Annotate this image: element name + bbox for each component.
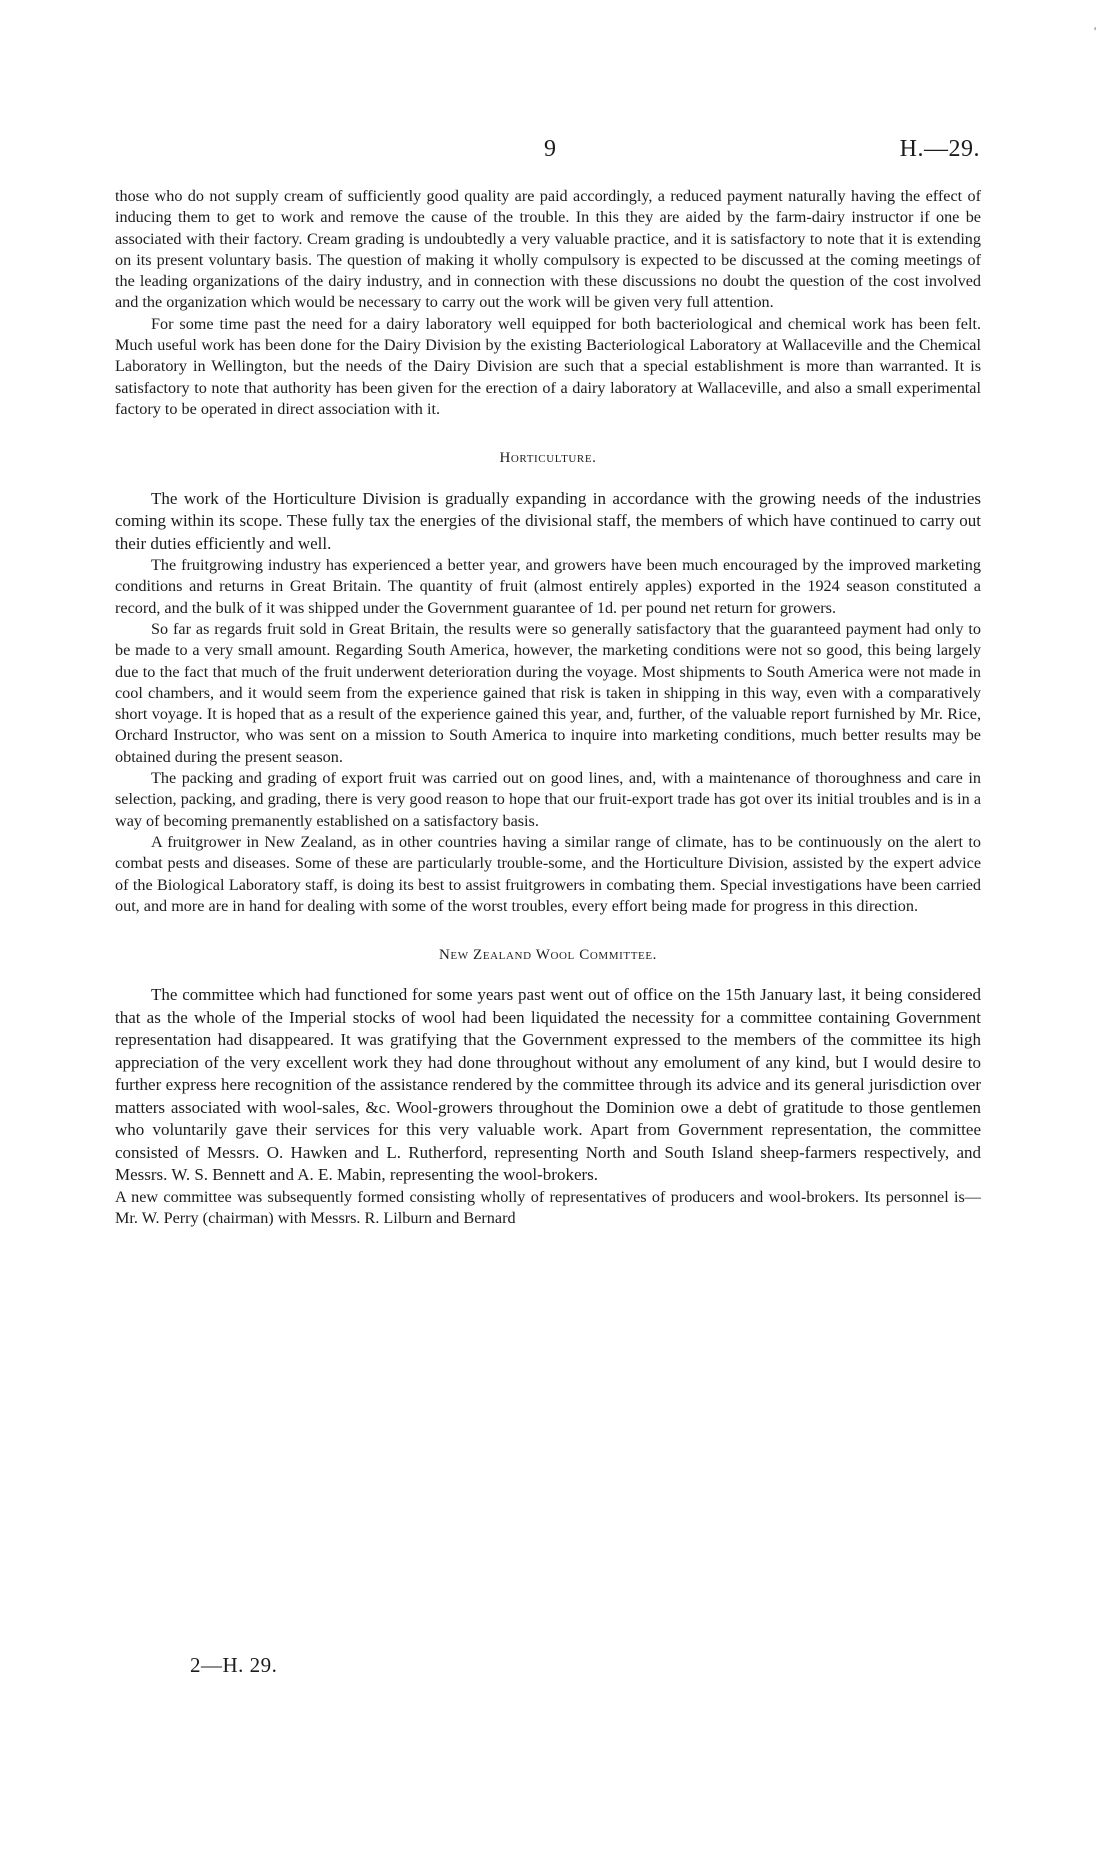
document-reference: H.—29. [899, 136, 980, 162]
horticulture-paragraph-2: The fruitgrowing industry has experienced a better year, and growers have been much encouraged by the improved marketing conditions and returns in Great Britain. The quantity of fruit (almost entirely apples) exported in the 1924 season constituted a record, and the bulk of it was shipped under the Government guarantee of 1d. per pound net return for growers. [115, 556, 981, 617]
dairy-paragraph-2: For some time past the need for a dairy laboratory well equipped for both bacteriological and chemical work has been felt. Much useful work has been done for the Dairy Division by the existing Bacteriological Laboratory at Wallaceville and the Chemical Laboratory in Wellington, but the needs of the Dairy Division are such that a special establishment is more than warranted. It is satisfactory to note that authority has been given for the erection of a dairy laboratory at Wallaceville, and also a small experimental factory to be operated in direct association with it. [115, 314, 981, 418]
horticulture-heading: Horticulture. [499, 450, 597, 467]
page-number: 9 [544, 136, 556, 162]
edge-mark: ' [1094, 24, 1097, 38]
horticulture-paragraph-3: So far as regards fruit sold in Great Britain, the results were so generally satisfactory that the guaranteed payment had only to be made to a very small amount. Regarding South America, however, the marketing conditions were not so good, this being largely due to the fact that much of the fruit underwent deterioration during the voyage. Most shipments to South America were not made in cool chambers, and it would seem from the experience gained that risk is taken in shipping in this way, even with a comparatively short voyage. It is hoped that as a result of the experience gained this year, and, further, of the valuable report furnished by Mr. Rice, Orchard Instructor, who was sent on a mission to South America to inquire into marketing conditions, much better results may be obtained during the present season. [115, 619, 981, 766]
horticulture-paragraph-1: The work of the Horticulture Division is gradually expanding in accordance with the growing needs of the industries coming within its scope. These fully tax the energies of the divisional staff, the members of which have continued to carry out their duties efficiently and well. [115, 488, 981, 553]
body-text [115, 186, 981, 1230]
wool-committee-heading: New Zealand Wool Committee. [438, 947, 658, 964]
horticulture-paragraph-4: The packing and grading of export fruit was carried out on good lines, and, with a maintenance of thoroughness and care in selection, packing, and grading, there is very good reason to hope that our fruit-export trade has got over its initial troubles and is in a way of becoming premanently established on a satisfactory basis. [115, 769, 981, 830]
wool-paragraph-2: A new committee was subsequently formed consisting wholly of representatives of producers and wool-brokers. Its personnel is—Mr. W. Perry (chairman) with Messrs. R. Lilburn and Bernard [115, 1187, 981, 1228]
footer-signature: 2—H. 29. [190, 1653, 278, 1677]
wool-paragraph-1: The committee which had functioned for some years past went out of office on the 15th January last, it being considered that as the whole of the Imperial stocks of wool had been liquidated the necessity for a committee containing Government representation had disappeared. It was gratifying that the Government expressed to the members of the committee its high appreciation of the very excellent work they had done throughout without any emolument of any kind, but I would desire to further express here recognition of the assistance rendered by the committee through its advice and its general jurisdiction over matters associated with wool-sales, &c. Wool-growers throughout the Dominion owe a debt of gratitude to those gentlemen who voluntarily gave their services for this very valuable work. Apart from Government representation, the committee consisted of Messrs. O. Hawken and L. Rutherford, representing North and South Island sheep-farmers respectively, and Messrs. W. S. Bennett and A. E. Mabin, representing the wool-brokers. [115, 985, 981, 1185]
dairy-paragraph-1: those who do not supply cream of sufficiently good quality are paid accordingly, a reduced payment naturally having the effect of inducing them to get to work and remove the cause of the trouble. In this they are aided by the farm-dairy instructor if one be associated with their factory. Cream grading is undoubtedly a very valuable practice, and it is satisfactory to note that it is extending on its present voluntary basis. The question of making it wholly compulsory is expected to be discussed at the coming meetings of the leading organizations of the dairy industry, and in connection with these discussions no doubt the question of the cost involved and the organization which would be necessary to carry out the work will be given very full attention. [115, 187, 981, 312]
horticulture-paragraph-5: A fruitgrower in New Zealand, as in other countries having a similar range of climate, has to be continuously on the alert to combat pests and diseases. Some of these are particularly trouble-some, and the Horticulture Division, assisted by the expert advice of the Biological Laboratory staff, is doing its best to assist fruitgrowers in combating them. Special investigations have been carried out, and more are in hand for dealing with some of the worst troubles, every effort being made for progress in this direction. [115, 832, 981, 915]
